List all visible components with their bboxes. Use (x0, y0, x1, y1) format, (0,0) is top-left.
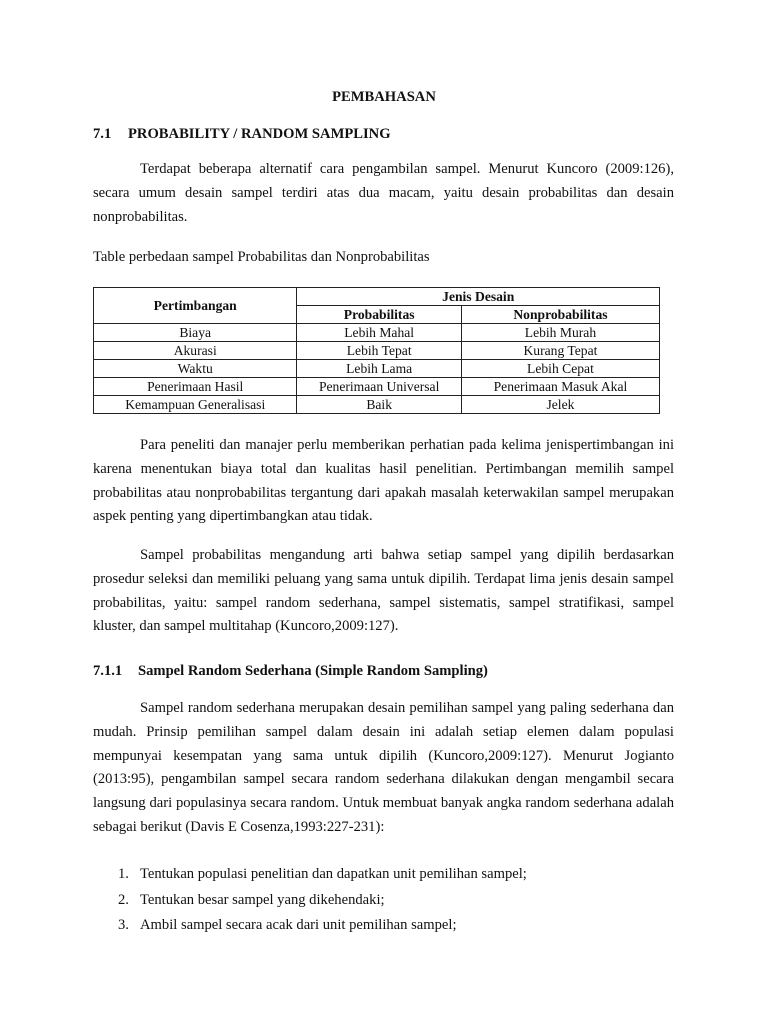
cell-criteria: Akurasi (94, 342, 297, 360)
list-item (118, 862, 527, 888)
table-row (94, 396, 660, 414)
table-header-row (94, 288, 660, 306)
table-row (94, 324, 660, 342)
cell-criteria: Kemampuan Generalisasi (94, 396, 297, 414)
header-group: Jenis Desain (297, 288, 660, 306)
cell-criteria: Penerimaan Hasil (94, 378, 297, 396)
section-title: PROBABILITY / RANDOM SAMPLING (128, 126, 391, 142)
cell-nonprob: Lebih Cepat (461, 360, 659, 378)
cell-nonprob: Penerimaan Masuk Akal (461, 378, 659, 396)
table-row (94, 360, 660, 378)
subsection-title: Sampel Random Sederhana (Simple Random Sampling) (138, 663, 488, 679)
table-caption: Table perbedaan sampel Probabilitas dan Nonprobabilitas (93, 249, 430, 265)
subsection-heading (93, 663, 488, 680)
subsection-number: 7.1.1 (93, 663, 123, 679)
header-criteria: Pertimbangan (94, 288, 297, 324)
cell-nonprob: Kurang Tepat (461, 342, 659, 360)
list-text: Tentukan besar sampel yang dikehendaki; (140, 891, 385, 908)
list-item (118, 888, 527, 914)
intro-paragraph (93, 158, 674, 229)
intro-text: Terdapat beberapa alternatif cara pengambilan sampel. Menurut Kuncoro (2009:126), secara umum desain sampel terdiri atas dua macam, yaitu desain probabilitas dan desain nonprobabilitas. (93, 161, 674, 225)
paragraph-text: Para peneliti dan manajer perlu memberikan perhatian pada kelima jenispertimbangan ini karena menentukan biaya total dan kualitas hasil penelitian. Pertimbangan memilih sampel probabilitas atau nonprobabilitas tergantung dari apakah masalah keterwakilan sampel merupakan aspek penting yang dipertimbangkan atau tidak. (93, 437, 674, 525)
list-number: 2. (118, 891, 129, 908)
paragraph-text: Sampel random sederhana merupakan desain pemilihan sampel yang paling sederhana dan mudah. Prinsip pemilihan sampel dalam desain ini adalah setiap elemen dalam populasi mempunyai kesempatan yang sama untuk dipilih (Kuncoro,2009:127). Menurut Jogianto (2013:95), pengambilan sampel secara random sederhana dilakukan dengan mengambil secara langsung dari populasinya secara random. Untuk membuat banyak angka random sederhana adalah sebagai berikut (Davis E Cosenza,1993:227-231): (93, 700, 674, 835)
list-text: Ambil sampel secara acak dari unit pemilihan sampel; (140, 917, 457, 933)
cell-nonprob: Jelek (461, 396, 659, 414)
list-number: 1. (118, 866, 129, 882)
header-nonprobabilitas: Nonprobabilitas (461, 306, 659, 324)
comparison-table (93, 287, 660, 414)
header-probabilitas: Probabilitas (297, 306, 461, 324)
list-number: 3. (118, 917, 129, 933)
paragraph-simple-random (93, 697, 674, 840)
cell-prob: Baik (297, 396, 461, 414)
list-item (118, 913, 527, 939)
cell-criteria: Waktu (94, 360, 297, 378)
cell-prob: Penerimaan Universal (297, 378, 461, 396)
cell-prob: Lebih Lama (297, 360, 461, 378)
list-text: Tentukan populasi penelitian dan dapatkan unit pemilihan sampel; (140, 866, 527, 882)
steps-list (118, 862, 527, 939)
paragraph-probability (93, 544, 674, 639)
cell-criteria: Biaya (94, 324, 297, 342)
table-row (94, 342, 660, 360)
section-number: 7.1 (93, 126, 112, 142)
paragraph-considerations (93, 434, 674, 529)
section-heading (93, 126, 391, 143)
page-title: PEMBAHASAN (332, 89, 436, 105)
cell-prob: Lebih Mahal (297, 324, 461, 342)
paragraph-text: Sampel probabilitas mengandung arti bahwa setiap sampel yang dipilih berdasarkan prosedur seleksi dan memiliki peluang yang sama untuk dipilih. Terdapat lima jenis desain sampel probabilitas, yaitu: sampel random sederhana, sampel sistematis, sampel stratifikasi, sampel kluster, dan sampel multitahap (Kuncoro,2009:127). (93, 547, 674, 635)
table-row (94, 378, 660, 396)
cell-nonprob: Lebih Murah (461, 324, 659, 342)
cell-prob: Lebih Tepat (297, 342, 461, 360)
